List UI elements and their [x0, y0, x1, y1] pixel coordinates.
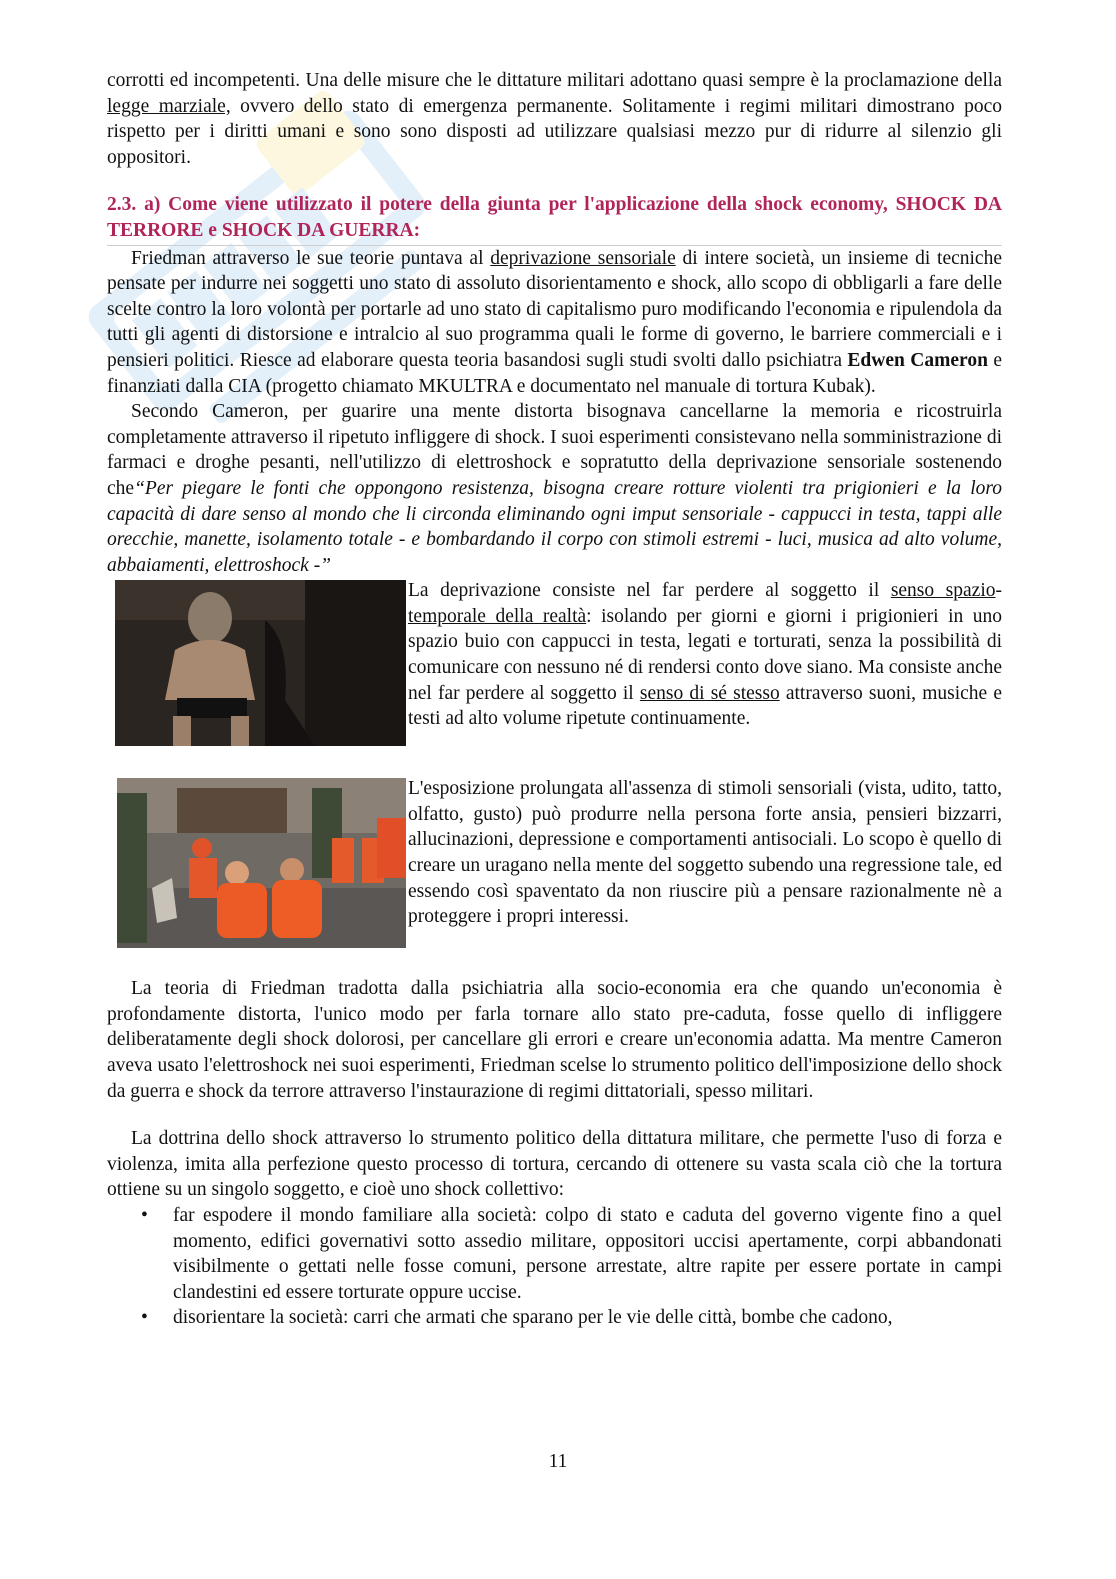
page-number: 11	[548, 1451, 568, 1472]
text-column	[107, 68, 1002, 1331]
paragraph-friedman	[107, 246, 1002, 400]
friedman-text-2: di intere società, un insieme di tecniche pensate per indurre nei soggetti uno stato di assoluto disorientamento e shock, allo scopo di obbligarli a fare delle scelte contro la loro volontà per portarle ad uno stato di capitalismo puro modificando l'economia e ripulendola da tutti gli agenti di distorsione e intralcio al suo programma quali le forme di governo, le barriere commerciali e i pensieri politici. Riesce ad elaborare questa teoria basandosi sugli studi svolti dallo psichiatra	[107, 247, 1002, 371]
deprivazione-sensoriale-link[interactable]: deprivazione sensoriale	[490, 247, 676, 269]
list-item	[107, 1305, 1002, 1331]
paragraph-dottrina: La dottrina dello shock attraverso lo strumento politico della dittatura militare, che permette l'uso di forza e violenza, imita alla perfezione questo processo di tortura, cercando di ottenere su vasta scala ciò che la tortura ottiene su un singolo soggetto, e cioè uno shock collettivo:	[107, 1128, 1002, 1201]
bullet-icon: •	[141, 1205, 148, 1227]
deprivazione-text-2: : isolando per giorni e giorni i prigionieri in uno spazio buio con cappucci in testa, legati e torturati, senza la possibilità di comunicare con nessuno né di rendersi conto dove siano. Ma consiste anche nel far perdere al soggetto il	[408, 605, 1003, 704]
bullet-text: disorientare la società: carri che armati che sparano per le vie delle città, bombe che cadono,	[173, 1307, 893, 1329]
intro-text-2: ovvero dello stato di emergenza permanente. Solitamente i regimi militari dimostrano poco rispetto per i diritti umani e sono sono disposti ad utilizzare qualsiasi mezzo pur di ridurre al silenzio gli oppositori.	[107, 95, 1002, 168]
deprivazione-dash: -	[995, 580, 1002, 602]
edwen-cameron-name: Edwen Cameron	[847, 349, 988, 371]
senso-spazio-link[interactable]: senso spazio	[890, 580, 996, 602]
friedman-text-1: Friedman attraverso le sue teorie puntava al	[131, 247, 491, 269]
temporale-realta-link[interactable]: temporale della realtà	[408, 605, 587, 627]
deprivazione-text-3: attraverso suoni, musiche e testi ad alto volume ripetute continuamente.	[408, 682, 1002, 730]
section-heading: 2.3. a) Come viene utilizzato il potere della giunta per l'applicazione della shock economy, SHOCK DA TERRORE e SHOCK DA GUERRA:	[107, 192, 1002, 245]
paragraph-cameron	[107, 399, 1002, 578]
list-item	[107, 1203, 1002, 1305]
senso-di-se-link[interactable]: senso di sé stesso	[639, 682, 780, 704]
photo-kneeling-prisoners-drawing	[117, 778, 406, 948]
friedman-text-3: e finanziati dalla CIA (progetto chiamato MKULTRA e documentato nel manuale di tortura Kubak).	[107, 349, 1003, 397]
bullet-icon: •	[141, 1307, 148, 1329]
paragraph-teoria: La teoria di Friedman tradotta dalla psichiatria alla socio-economia era che quando un'economia è profondamente distorta, l'unico modo per farla tornare allo stato pre-caduta, fosse quello di infliggere deliberatamente degli shock dolorosi, per cancellare gli errori e creare un'economia adatta. Ma mentre Cameron aveva usato l'elettroshock nei suoi esperimenti, Friedman scelse lo strumento politico dell'imposizione dello shock da guerra e shock da terrore attraverso l'instaurazione di regimi dittatoriali, spesso militari.	[107, 978, 1002, 1102]
cameron-quote: “Per piegare le fonti che oppongono resistenza, bisogna creare rotture violenti tra prigionieri e la loro capacità di dare senso al mondo che li circonda eliminando ogni imput sensoriale - cappucci in testa, tappi alle orecchie, manette, isolamento totale - e bombardando il corpo con stimoli estremi - luci, musica ad alto volume, abbaiamenti, elettroshock -”	[107, 477, 1002, 576]
photo-hooded-prisoner	[115, 580, 406, 746]
legge-marziale-link[interactable]: legge marziale,	[107, 95, 231, 117]
bullet-text: far espodere il mondo familiare alla società: colpo di stato e caduta del governo vigente fino a quel momento, edifici governativi sotto assedio militare, oppositori uccisi apertamente, corpi abbandonati visibilmente o gettati nelle fosse comuni, persone arrestate, altre rapite per essere portate in campi clandestini ed essere torturate oppure uccise.	[173, 1205, 1002, 1303]
bullet-list	[107, 1203, 1002, 1331]
paragraph-esposizione: L'esposizione prolungata all'assenza di stimoli sensoriali (vista, udito, tatto, olfatto, gusto) può produrre nella persona forte ansia, pensieri bizzarri, allucinazioni, depressione e comportamenti antisociali. Lo scopo è quello di creare un uragano nella mente del soggetto subendo una regressione tale, ed essendo così spaventato da non riuscire più a pensare razionalmente nè a proteggere i propri interessi.	[408, 778, 1002, 928]
photo-kneeling-prisoners	[117, 778, 406, 948]
cameron-text: Secondo Cameron, per guarire una mente distorta bisognava cancellarne la memoria e ricostruirla completamente attraverso il ripetuto infliggere di shock. I suoi esperimenti consistevano nella somministrazione di farmaci e droghe pesanti, nell'utilizzo di elettroshock e sopratutto della deprivazione sensoriale sostenendo che	[107, 401, 1002, 499]
intro-text-1: corrotti ed incompetenti. Una delle misure che le dittature militari adottano quasi sempre è la proclamazione della	[107, 70, 1002, 91]
photo-hooded-prisoner-drawing	[115, 580, 406, 746]
deprivazione-text-1: La deprivazione consiste nel far perdere al soggetto il	[408, 580, 891, 602]
paragraph-intro	[107, 68, 1002, 170]
